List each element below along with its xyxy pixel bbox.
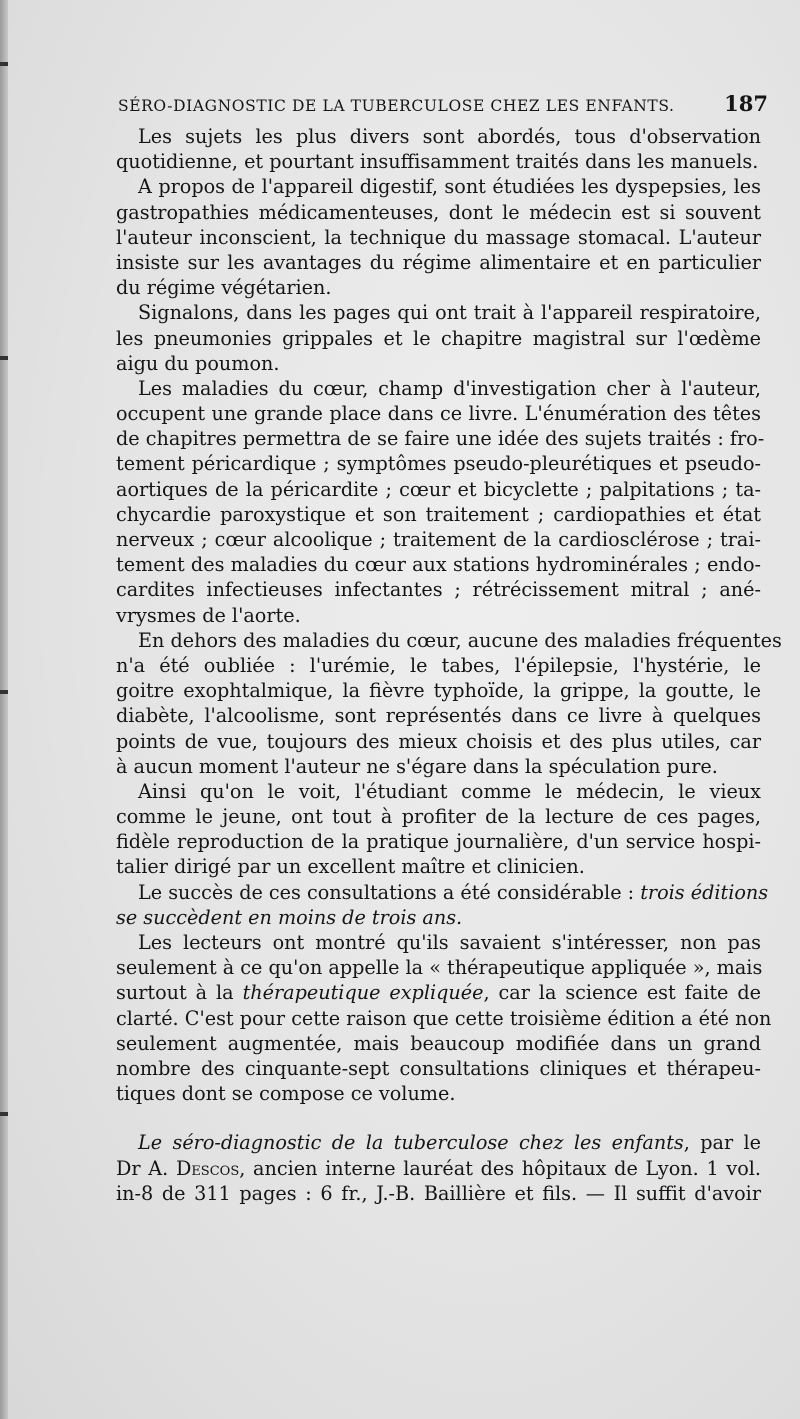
page-number: 187 xyxy=(724,91,768,116)
text-segment: Dr A. xyxy=(116,1156,176,1180)
text-line: occupent une grande place dans ce livre. L'énumération des têtes xyxy=(116,402,761,426)
book-title: Le séro-diagnostic de la tuberculose chez les enfants xyxy=(138,1131,684,1155)
text-line: tiques dont se compose ce volume. xyxy=(116,1082,456,1106)
running-header xyxy=(118,91,768,116)
italic-segment: se succèdent en moins de trois ans. xyxy=(116,905,463,929)
text-line: les pneumonies grippales et le chapitre magistral sur l'œdème xyxy=(116,326,761,350)
text-segment: surtout à la xyxy=(116,981,243,1005)
text-line: points de vue, toujours des mieux choisis et des plus utiles, car xyxy=(116,729,761,753)
text-line: Les maladies du cœur, champ d'investigation cher à l'auteur, xyxy=(138,376,761,400)
text-line: En dehors des maladies du cœur, aucune des maladies fréquentes xyxy=(138,628,782,652)
text-line: clarté. C'est pour cette raison que cette troisième édition a été non xyxy=(116,1006,772,1030)
text-line: fidèle reproduction de la pratique journalière, d'un service hospi- xyxy=(116,830,761,854)
text-line: seulement augmentée, mais beaucoup modifiée dans un grand xyxy=(116,1031,761,1055)
text-segment: , par le xyxy=(683,1131,761,1155)
text-segment: , ancien interne lauréat des hôpitaux de Lyon. 1 vol. xyxy=(239,1156,761,1180)
running-title: SÉRO-DIAGNOSTIC DE LA TUBERCULOSE CHEZ LES ENFANTS. xyxy=(118,97,675,115)
page-body xyxy=(116,124,782,1206)
text-line: vrysmes de l'aorte. xyxy=(116,603,301,627)
text-line: nerveux ; cœur alcoolique ; traitement de la cardiosclérose ; trai- xyxy=(116,528,761,551)
text-segment: , car la science est faite de xyxy=(483,981,761,1005)
text-line: Les lecteurs ont montré qu'ils savaient s'intéresser, non pas xyxy=(138,931,761,954)
text-line: tement péricardique ; symptômes pseudo-pleurétiques et pseudo- xyxy=(116,452,761,476)
text-line: aortiques de la péricardite ; cœur et bicyclette ; palpitations ; ta- xyxy=(116,477,761,501)
text-line xyxy=(116,1156,761,1181)
text-line: seulement à ce qu'on appelle la « thérapeutique appliquée », mais xyxy=(116,956,763,980)
text-line: Signalons, dans les pages qui ont trait à l'appareil respiratoire, xyxy=(138,301,761,325)
text-line: talier dirigé par un excellent maître et clinicien. xyxy=(116,855,585,879)
text-line: aigu du poumon. xyxy=(116,351,280,375)
text-line: tement des maladies du cœur aux stations hydrominérales ; endo- xyxy=(116,553,761,577)
text-line: Ainsi qu'on le voit, l'étudiant comme le médecin, le vieux xyxy=(138,779,761,803)
page-gutter-edge xyxy=(0,0,8,1419)
text-line: diabète, l'alcoolisme, sont représentés dans ce livre à quelques xyxy=(116,704,761,728)
text-line: gastropathies médicamenteuses, dont le médecin est si souvent xyxy=(116,200,761,224)
text-line: A propos de l'appareil digestif, sont étudiées les dyspepsies, les xyxy=(138,175,761,199)
text-line: in-8 de 311 pages : 6 fr., J.-B. Baillière et fils. — Il suffit d'avoir xyxy=(116,1181,761,1205)
section-gap xyxy=(116,1106,761,1130)
text-line: du régime végétarien. xyxy=(116,276,332,300)
text-line: quotidienne, et pourtant insuffisamment traités dans les manuels. xyxy=(116,150,759,174)
text-line xyxy=(116,880,769,905)
text-line: Les sujets les plus divers sont abordés, tous d'observation xyxy=(138,125,761,148)
text-line: chycardie paroxystique et son traitement ; cardiopathies et état xyxy=(116,502,761,526)
text-line: l'auteur inconscient, la technique du massage stomacal. L'auteur xyxy=(116,225,761,249)
text-line: de chapitres permettra de se faire une idée des sujets traités : fro- xyxy=(116,427,765,451)
text-line: comme le jeune, ont tout à profiter de la lecture de ces pages, xyxy=(116,805,761,829)
italic-segment: thérapeutique expliquée xyxy=(242,981,484,1005)
text-line: insiste sur les avantages du régime alimentaire et en particulier xyxy=(116,250,761,274)
text-line: cardites infectieuses infectantes ; rétrécissement mitral ; ané- xyxy=(116,578,761,602)
text-line: à aucun moment l'auteur ne s'égare dans la spéculation pure. xyxy=(116,754,718,778)
text-line xyxy=(116,1130,761,1155)
text-line: n'a été oubliée : l'urémie, le tabes, l'épilepsie, l'hystérie, le xyxy=(116,653,761,677)
text-line: nombre des cinquante-sept consultations cliniques et thérapeu- xyxy=(116,1056,761,1080)
author-name: Descos xyxy=(175,1156,240,1180)
italic-segment: trois éditions xyxy=(640,880,769,904)
text-segment: Le succès de ces consultations a été considérable : xyxy=(138,880,641,904)
text-line xyxy=(116,980,761,1005)
text-line: goitre exophtalmique, la fièvre typhoïde, la grippe, la goutte, le xyxy=(116,679,761,703)
text-line xyxy=(116,905,761,930)
